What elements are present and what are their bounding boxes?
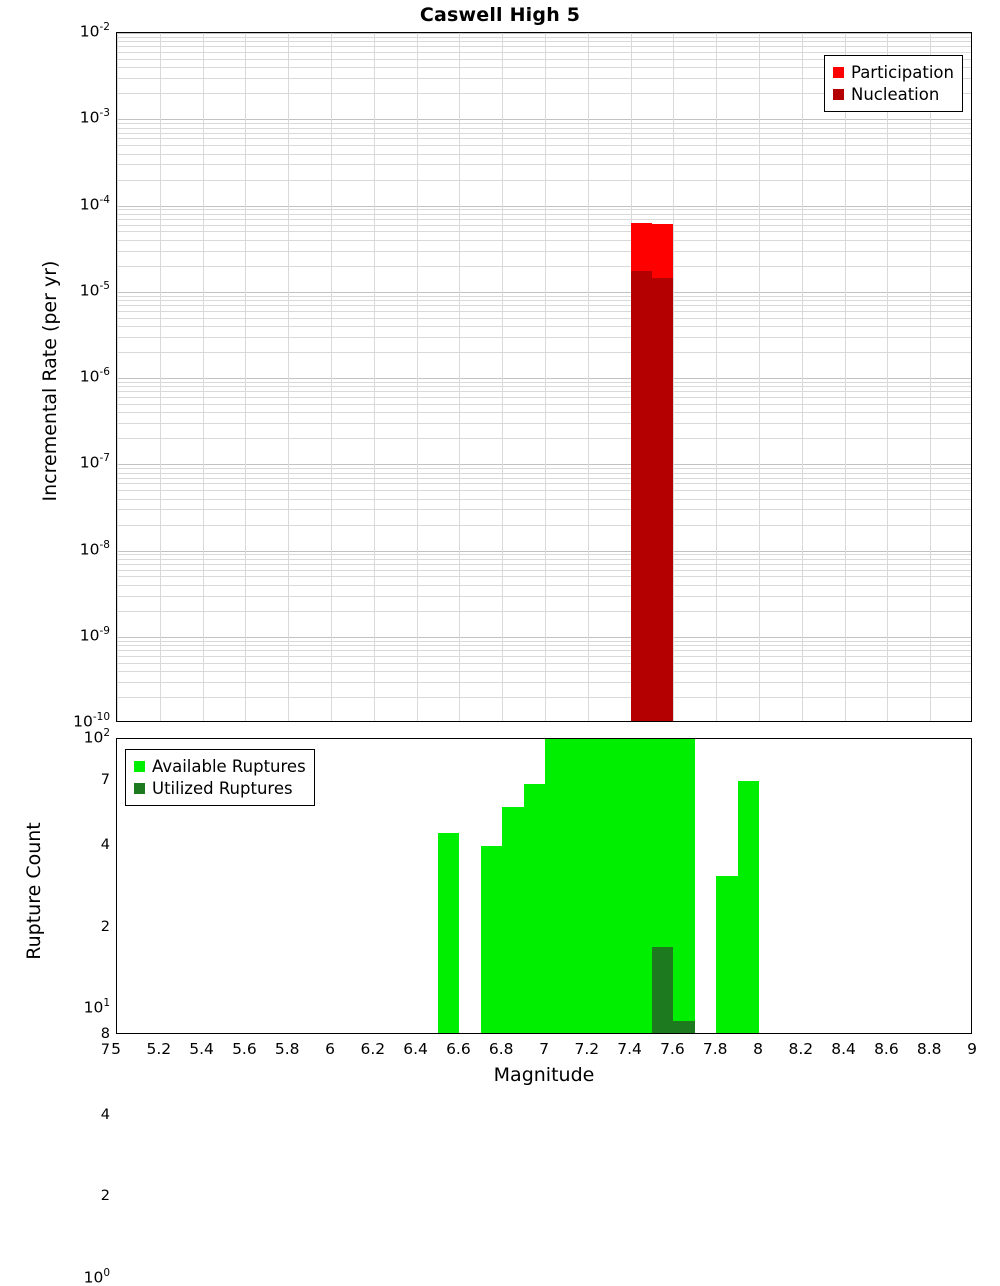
y-tick-label: $10^{-6}$ xyxy=(79,366,110,386)
x-tick-label: 8.2 xyxy=(788,1040,814,1058)
legend-swatch-utilized-ruptures xyxy=(134,783,145,794)
y-tick-label: $10^2$ xyxy=(83,727,110,747)
x-tick-label: 5.2 xyxy=(146,1040,172,1058)
x-tick-label: 7.8 xyxy=(702,1040,728,1058)
y-tick-label: $10^{-5}$ xyxy=(79,279,110,299)
y-tick-label-minor: 4 xyxy=(100,837,110,854)
bar xyxy=(588,738,609,1034)
x-tick-label: 8 xyxy=(753,1040,763,1058)
bar xyxy=(481,846,502,1034)
legend-swatch-participation xyxy=(833,67,844,78)
y-tick-label: $10^{-8}$ xyxy=(79,538,110,558)
x-tick-label: 6 xyxy=(325,1040,335,1058)
legend-label-utilized-ruptures: Utilized Ruptures xyxy=(152,778,293,798)
bar xyxy=(438,833,459,1034)
legend-swatch-nucleation xyxy=(833,89,844,100)
y-tick-label-minor: 4 xyxy=(100,1106,110,1123)
incremental-rate-plot xyxy=(116,32,972,722)
y-tick-label: $10^0$ xyxy=(83,1266,110,1286)
x-tick-label: 5 xyxy=(111,1040,121,1058)
y-tick-label: $10^{-2}$ xyxy=(79,21,110,41)
y-tick-label-minor: 7 xyxy=(100,1041,110,1058)
x-tick-label: 9 xyxy=(967,1040,977,1058)
bar xyxy=(631,738,652,1034)
y-tick-label: $10^{-3}$ xyxy=(79,107,110,127)
y-tick-label: $10^{-10}$ xyxy=(73,711,110,731)
x-tick-label: 7.4 xyxy=(617,1040,642,1058)
x-tick-label: 6.8 xyxy=(488,1040,514,1058)
y-tick-label-minor: 2 xyxy=(100,918,110,935)
y-tick-label: $10^1$ xyxy=(83,996,110,1017)
bar xyxy=(738,781,759,1034)
x-tick-label: 8.6 xyxy=(874,1040,899,1058)
top-bars xyxy=(117,33,971,721)
x-tick-label: 6.4 xyxy=(403,1040,428,1058)
bar xyxy=(524,784,545,1034)
x-tick-label: 6.2 xyxy=(360,1040,386,1058)
x-tick-label: 5.6 xyxy=(232,1040,257,1058)
legend-label-participation: Participation xyxy=(850,62,954,82)
legend-item xyxy=(833,83,954,105)
y-tick-label: $10^{-9}$ xyxy=(79,624,110,644)
top-y-axis-title: Incremental Rate (per yr) xyxy=(39,260,61,502)
y-tick-label-minor: 7 xyxy=(100,771,110,788)
page-title: Caswell High 5 xyxy=(419,4,581,26)
rupture-count-plot xyxy=(116,738,972,1034)
legend-item xyxy=(134,777,306,799)
x-tick-label: 7.2 xyxy=(574,1040,600,1058)
bar xyxy=(566,738,587,1034)
bottom-y-axis-title: Rupture Count xyxy=(23,822,45,960)
bar xyxy=(716,876,737,1034)
bar xyxy=(502,807,523,1034)
x-tick-label: 7 xyxy=(539,1040,549,1058)
legend-top xyxy=(824,55,963,112)
legend-label-nucleation: Nucleation xyxy=(850,84,940,104)
bar xyxy=(652,278,673,722)
x-tick-label: 5.8 xyxy=(274,1040,300,1058)
y-tick-label-minor: 2 xyxy=(100,1188,110,1205)
x-axis-title: Magnitude xyxy=(493,1064,595,1086)
bar xyxy=(673,738,694,1034)
x-tick-label: 7.6 xyxy=(660,1040,685,1058)
bar xyxy=(673,1021,694,1034)
y-tick-label: $10^{-4}$ xyxy=(79,193,110,213)
bar xyxy=(609,738,630,1034)
x-tick-label: 8.8 xyxy=(916,1040,942,1058)
bar xyxy=(631,271,652,722)
bar xyxy=(652,947,673,1034)
legend-bottom xyxy=(125,749,315,806)
x-tick-label: 5.4 xyxy=(189,1040,214,1058)
legend-item xyxy=(134,755,306,777)
legend-label-available-ruptures: Available Ruptures xyxy=(152,756,306,776)
x-tick-label: 6.6 xyxy=(446,1040,471,1058)
y-tick-label-minor: 8 xyxy=(100,1025,110,1042)
y-tick-label: $10^{-7}$ xyxy=(79,452,110,472)
legend-swatch-available-ruptures xyxy=(134,761,145,772)
bar xyxy=(545,738,566,1034)
x-tick-label: 8.4 xyxy=(831,1040,856,1058)
legend-item xyxy=(833,61,954,83)
